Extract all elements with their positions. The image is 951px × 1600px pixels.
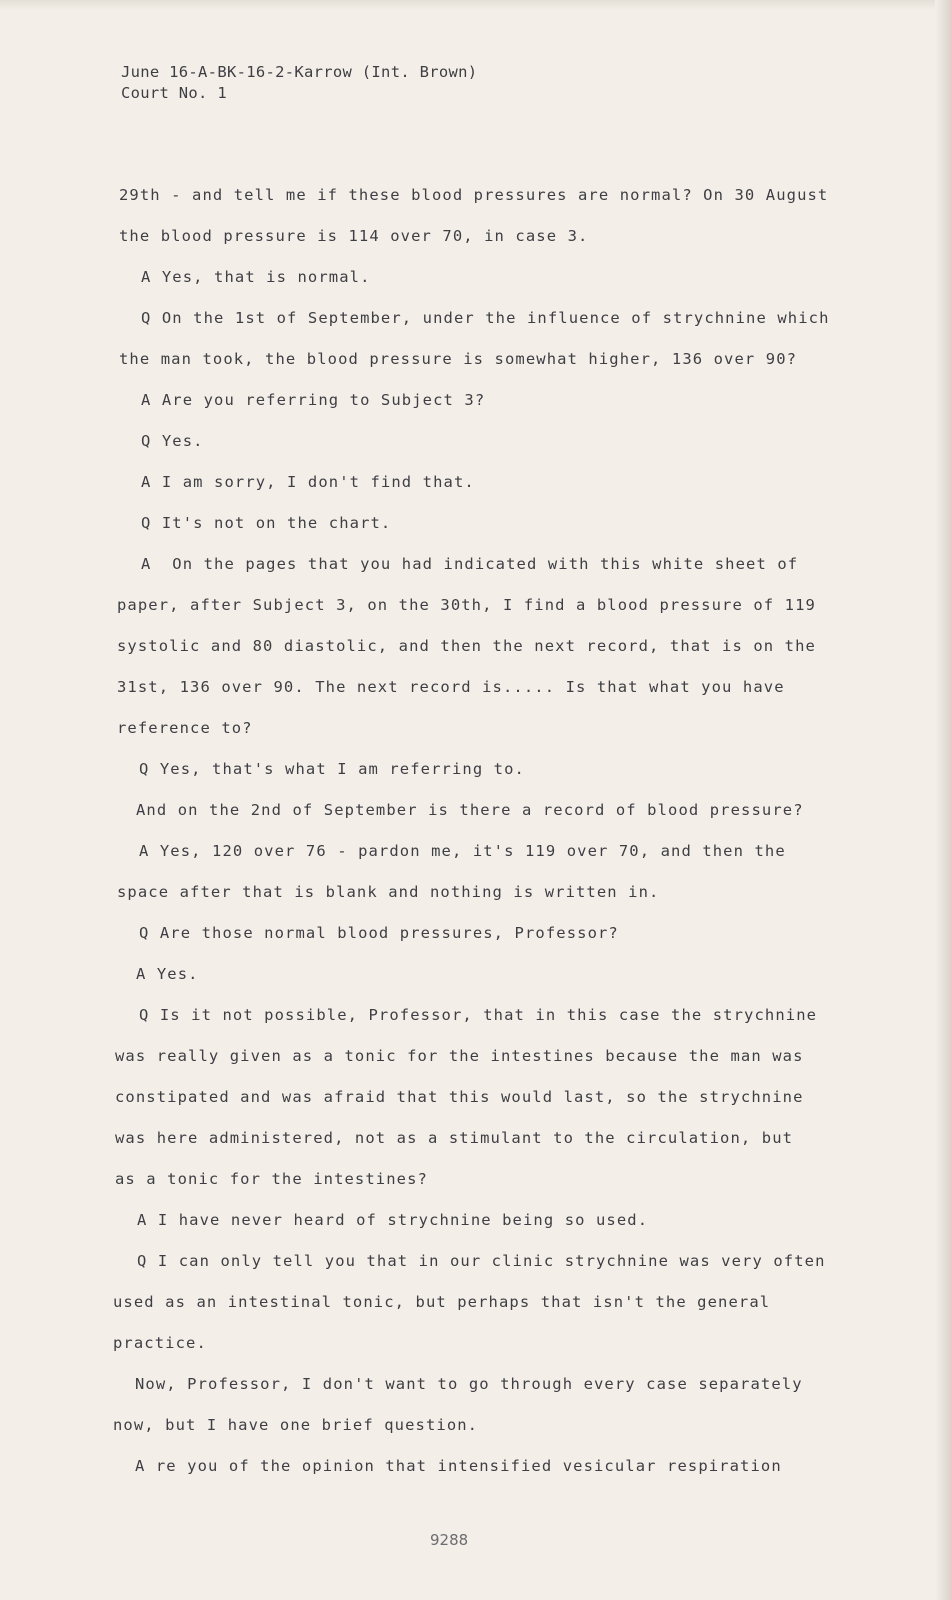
transcript-line: A I am sorry, I don't find that. [141,473,475,491]
transcript-line: was here administered, not as a stimulant to the circulation, but [115,1129,794,1147]
transcript-line: Q It's not on the chart. [141,514,392,532]
transcript-line: A Yes. [136,965,199,983]
header-session-line: June 16-A-BK-16-2-Karrow (Int. Brown) [121,63,478,81]
transcript-line: the blood pressure is 114 over 70, in case 3. [119,227,589,245]
transcript-line: used as an intestinal tonic, but perhaps that isn't the general [113,1293,771,1311]
transcript-line: A Are you referring to Subject 3? [141,391,486,409]
transcript-line: now, but I have one brief question. [113,1416,479,1434]
transcript-line: 31st, 136 over 90. The next record is..... Is that what you have [117,678,785,696]
transcript-line: 29th - and tell me if these blood pressures are normal? On 30 August [119,186,829,204]
transcript-line: paper, after Subject 3, on the 30th, I find a blood pressure of 119 [117,596,816,614]
transcript-line: systolic and 80 diastolic, and then the next record, that is on the [117,637,816,655]
transcript-line: A re you of the opinion that intensified vesicular respiration [135,1457,782,1475]
transcript-line: Q Is it not possible, Professor, that in this case the strychnine [139,1006,818,1024]
transcript-line: A On the pages that you had indicated with this white sheet of [141,555,799,573]
transcript-line: Q I can only tell you that in our clinic strychnine was very often [137,1252,826,1270]
transcript-line: Now, Professor, I don't want to go through every case separately [135,1375,803,1393]
header-court-line: Court No. 1 [121,84,227,102]
transcript-line: practice. [113,1334,207,1352]
transcript-line: Q Yes, that's what I am referring to. [139,760,525,778]
transcript-line: the man took, the blood pressure is somewhat higher, 136 over 90? [119,350,798,368]
transcript-line: A Yes, 120 over 76 - pardon me, it's 119 over 70, and then the [139,842,786,860]
page-number: 9288 [430,1531,469,1549]
transcript-line: Q On the 1st of September, under the influence of strychnine which [141,309,830,327]
transcript-line: A I have never heard of strychnine being so used. [137,1211,649,1229]
transcript-line: as a tonic for the intestines? [115,1170,428,1188]
transcript-line: A Yes, that is normal. [141,268,371,286]
transcript-line: And on the 2nd of September is there a record of blood pressure? [136,801,804,819]
transcript-line: space after that is blank and nothing is written in. [117,883,660,901]
transcript-line: Q Yes. [141,432,204,450]
transcript-line: Q Are those normal blood pressures, Professor? [139,924,619,942]
transcript-line: reference to? [117,719,253,737]
transcript-line: was really given as a tonic for the intestines because the man was [115,1047,804,1065]
transcript-line: constipated and was afraid that this would last, so the strychnine [115,1088,804,1106]
